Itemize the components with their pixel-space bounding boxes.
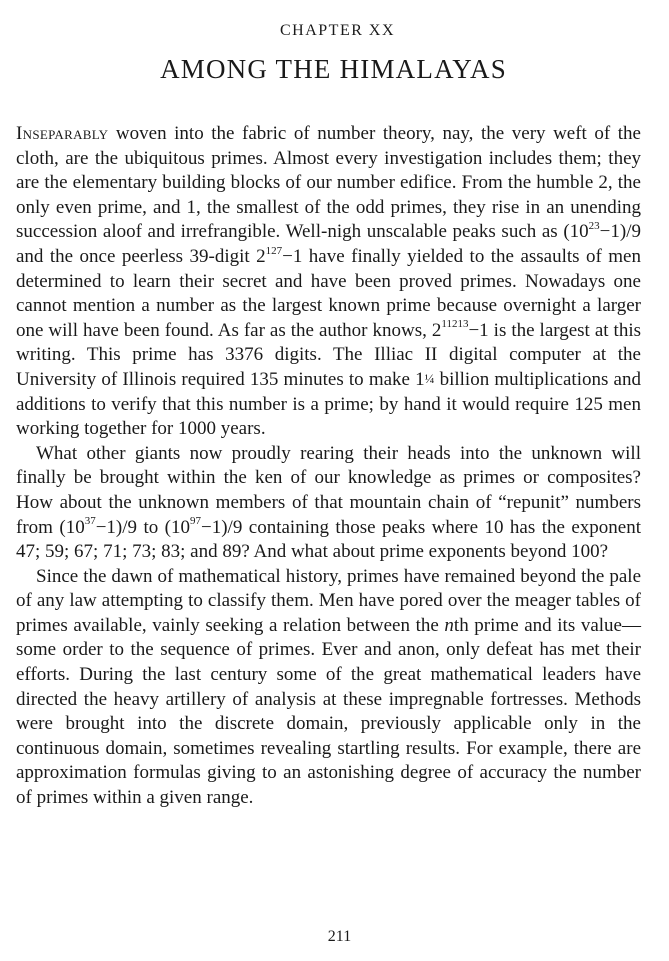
- text-run: −1)/9 containing those peaks where 10 has the exponent 47; 59; 67; 71; 73; 83; and 89? And what about prime exponents beyond 100?: [16, 516, 641, 563]
- text-run: −1 have finally yielded to the assaults of men determined to learn their secret and have been proved primes. Nowadays one cannot mention a number as the largest known prime because overnight a larger one will have been found. As far as the author knows, 2: [16, 245, 641, 341]
- fraction: ¼: [424, 370, 435, 386]
- text-run: −1 is the largest at this writing. This prime has 3376 digits. The Illiac II digital computer at the University of Illinois required 135 minutes to make 1: [16, 319, 641, 390]
- lead-in-word: Inseparably: [16, 123, 109, 144]
- text-run: −1)/9 and the once peerless 39-digit 2: [16, 221, 641, 267]
- italic-n: n: [444, 614, 454, 636]
- exponent: 97: [190, 515, 202, 528]
- text-run: billion multiplications and additions to verify that this number is a prime; by hand it would require 125 men working together for 1000 years.: [16, 368, 641, 440]
- text-run: What other giants now proudly rearing their heads into the unknown will finally be brought within the ken of our knowledge as primes or composites? How about the unknown members of that mountain chain of “repunit” numbers from (10: [16, 442, 641, 538]
- chapter-title: AMONG THE HIMALAYAS: [160, 54, 507, 84]
- paragraph-1: [16, 122, 641, 442]
- exponent: 23: [588, 220, 600, 233]
- exponent: 11213: [441, 318, 469, 331]
- exponent: 127: [265, 244, 283, 257]
- exponent: 37: [84, 515, 96, 528]
- text-run: woven into the fabric of number theory, nay, the very weft of the cloth, are the ubiquitous primes. Almost every investigation includes them; they are the elementary building blocks of our number edifice. From the humble 2, the only even prime, and 1, the smallest of the odd primes, they rise in an unending succession aloof and irrefrangible. Well-nigh unscalable peaks such as (10: [16, 123, 641, 243]
- chapter-label: CHAPTER XX: [279, 22, 395, 39]
- body-text: [16, 122, 641, 811]
- paragraph-2: [16, 442, 641, 565]
- text-run: −1)/9 to (10: [95, 516, 191, 538]
- paragraph-3: [16, 565, 641, 811]
- page-number: 211: [327, 928, 352, 945]
- text-run: th prime and its value—some order to the sequence of primes. Ever and anon, only defeat has met their efforts. During the last century some of the great mathematical leaders have directed the heavy artillery of analysis at these impregnable fortresses. Methods were brought into the discrete domain, previously applicable only in the continuous domain, sometimes revealing startling results. For example, there are approximation formulas giving to an astonishing degree of accuracy the number of primes within a given range.: [16, 614, 641, 809]
- text-run: Since the dawn of mathematical history, primes have remained beyond the pale of any law attempting to classify them. Men have pored over the meager tables of primes available, vainly seeking a relation between the: [16, 565, 641, 636]
